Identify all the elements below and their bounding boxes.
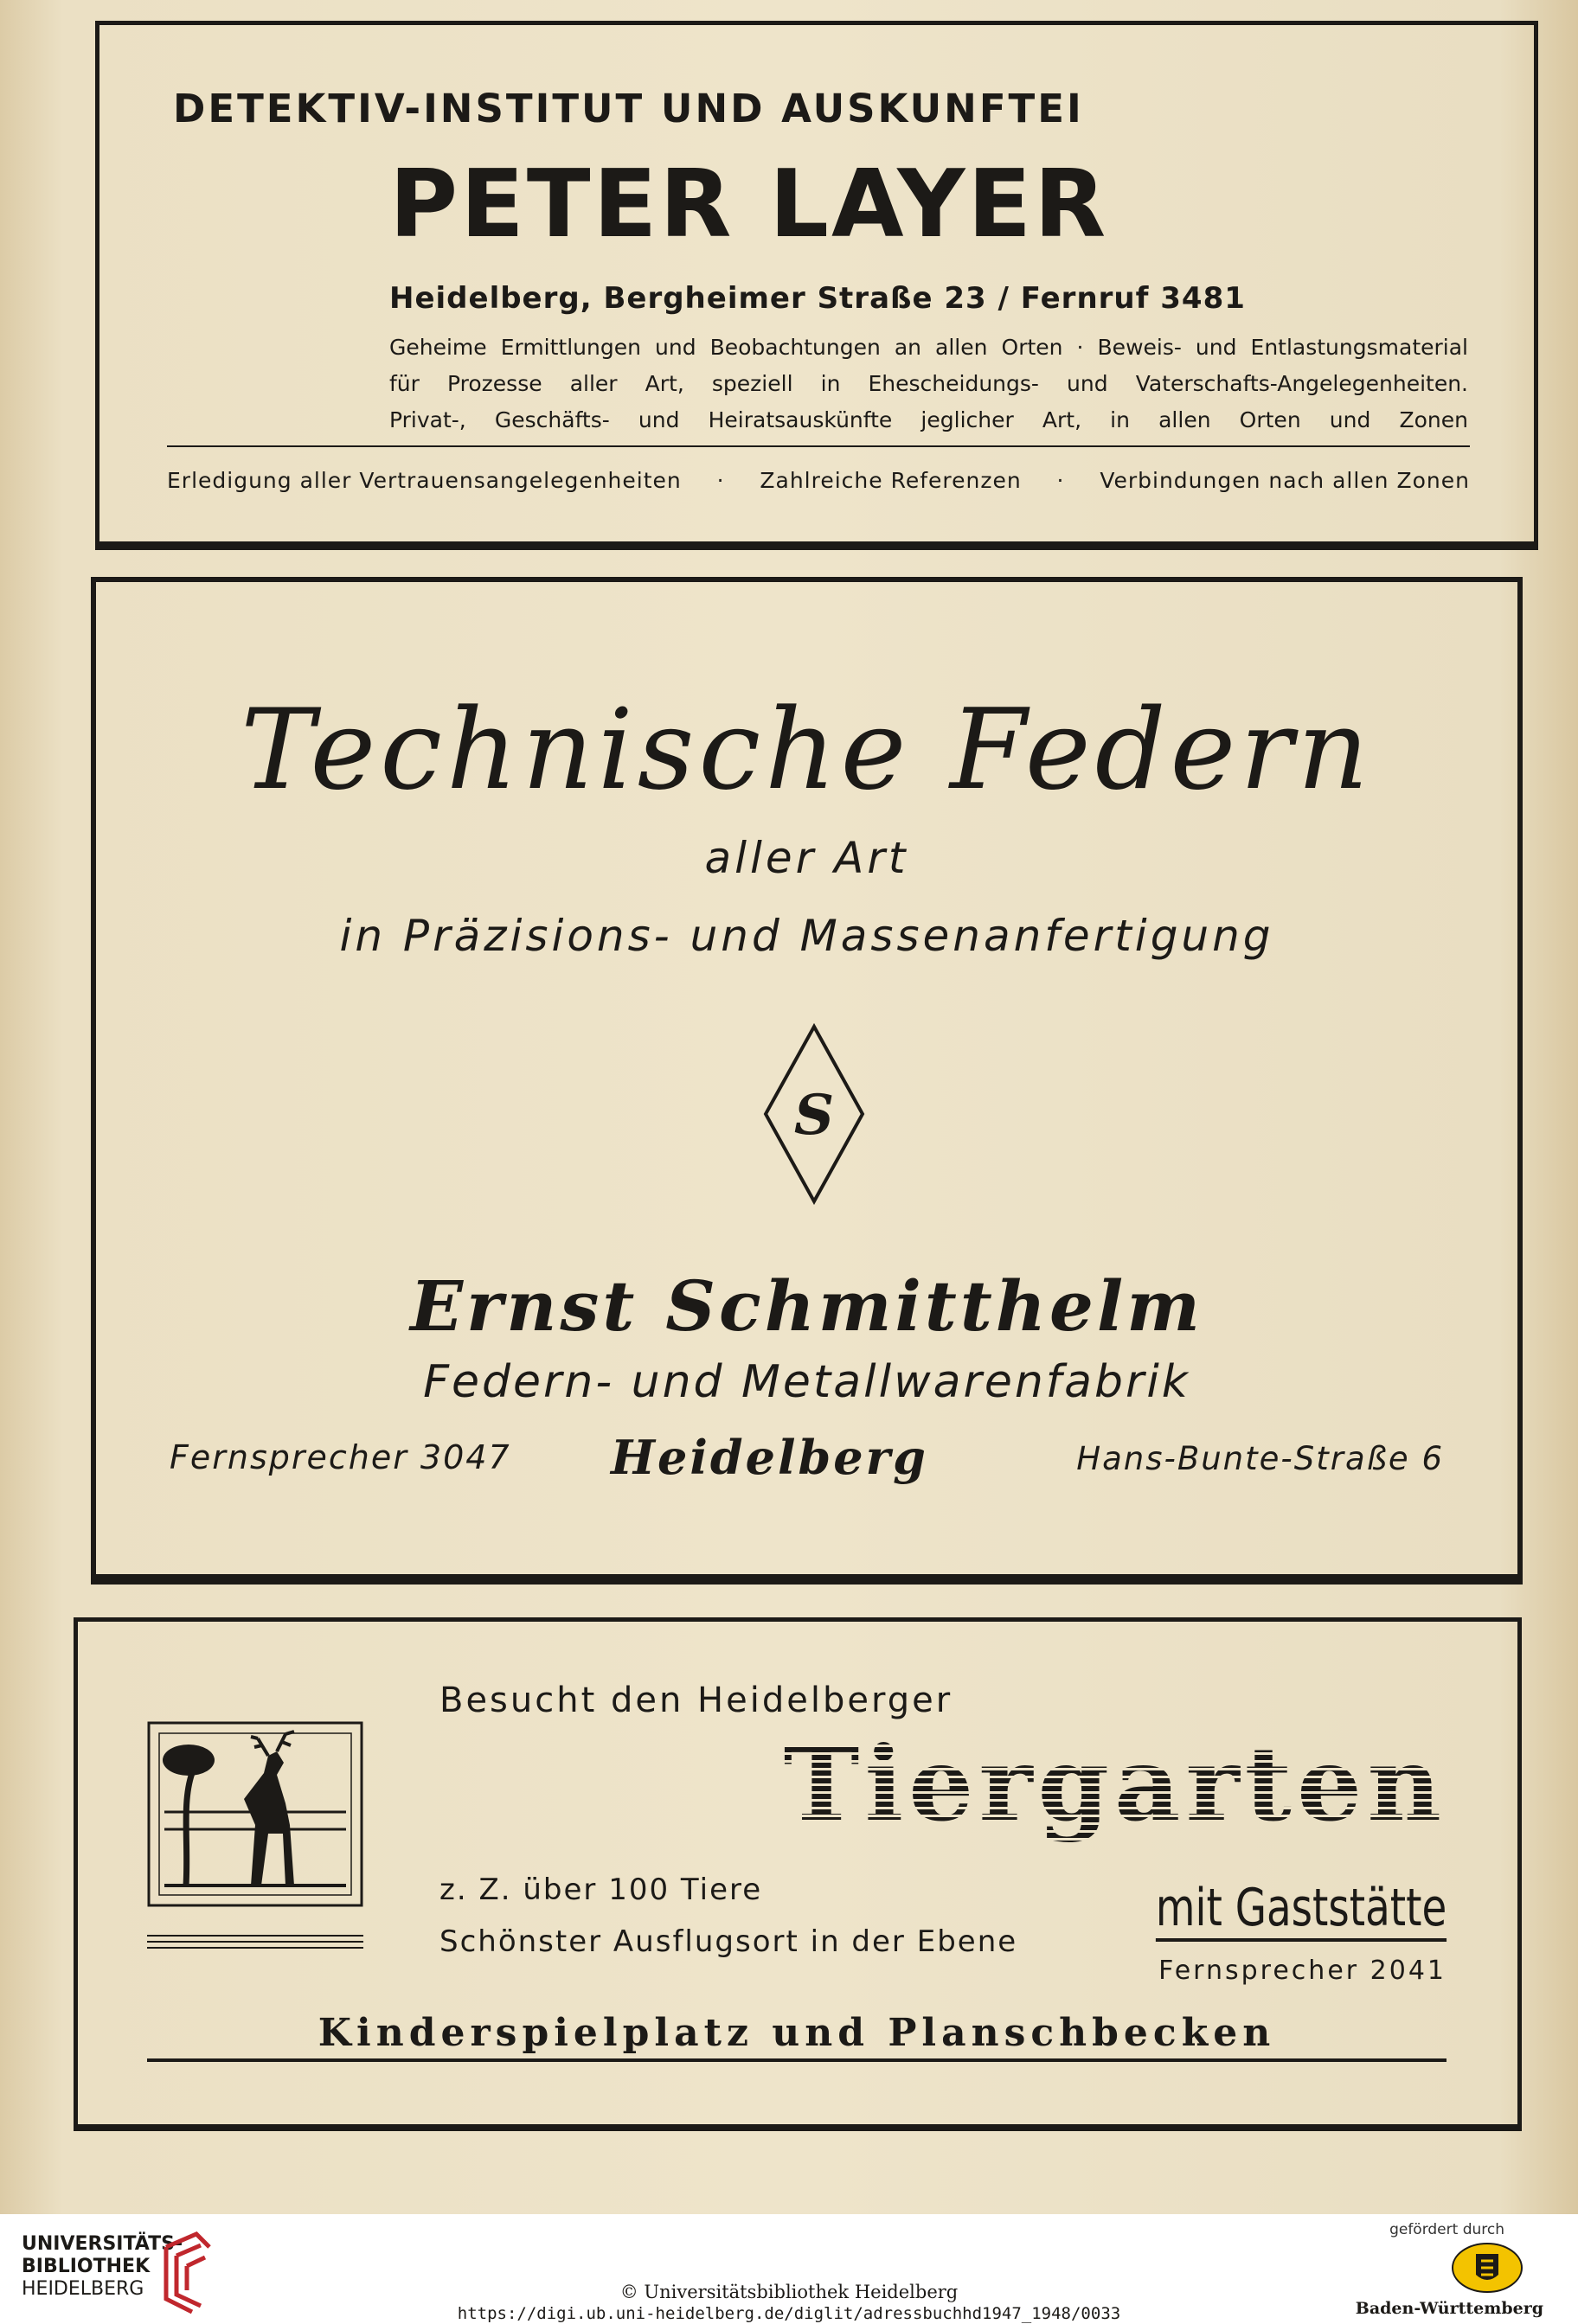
footer-item: Zahlreiche Referenzen [760,468,1022,493]
city-name: Heidelberg [611,1430,928,1485]
footer-item: Verbindungen nach allen Zonen [1100,468,1470,493]
service-line: Privat-, Geschäfts- und Heiratsauskünfte jeglicher Art, in allen Orten und Zonen [389,407,1468,432]
ad-title: Technische Federn [241,686,1373,815]
service-line: für Prozesse aller Art, speziell in Ehescheidungs- und Vaterschafts-Angelegenheiten. [389,371,1468,396]
zoo-slogan: Kinderspielplatz und Planschbecken [147,2011,1446,2062]
service-description [389,330,1468,439]
ad-kicker: DETEKTIV-INSTITUT UND AUSKUNFTEI [173,86,1084,131]
company-name: Ernst Schmitthelm [410,1265,1203,1347]
funder-name: Baden-Württemberg [1355,2299,1543,2318]
springs-factory-ad [91,577,1523,1585]
agency-address: Heidelberg, Bergheimer Straße 23 / Fernruf 3481 [389,281,1246,316]
viewer-footer [0,2214,1578,2324]
library-name-line: UNIVERSITÄTS- [22,2233,183,2255]
library-logo-icon[interactable] [157,2230,218,2316]
zoo-ad [74,1617,1522,2131]
restaurant-label: mit Gaststätte [1156,1878,1446,1942]
street-address: Hans-Bunte-Straße 6 [1076,1440,1444,1477]
company-subtitle: Federn- und Metallwarenfabrik [423,1356,1190,1408]
deer-illustration-icon [147,1721,363,1907]
permalink-url[interactable]: https://digi.ub.uni-heidelberg.de/diglit/adressbuchhd1947_1948/0033 [457,2304,1121,2323]
footer-separator: · [716,468,725,493]
zoo-info: Schönster Ausflugsort in der Ebene [439,1924,1018,1959]
logo-letter: S [793,1083,835,1148]
copyright-notice: © Universitätsbibliothek Heidelberg [619,2282,959,2302]
ornament-lines [147,1933,363,1950]
ad-footer [167,468,1470,493]
ad-tagline: aller Art [704,833,909,883]
footer-item: Erledigung aller Vertrauensangelegenheiten [167,468,682,493]
ad-intro: Besucht den Heidelberger [439,1681,953,1720]
diamond-monogram-logo-icon [762,1023,866,1205]
library-name-line: HEIDELBERG [22,2278,144,2300]
footer-separator: · [1056,468,1065,493]
detective-agency-ad [95,21,1538,550]
zoo-info: z. Z. über 100 Tiere [439,1873,763,1907]
divider [167,445,1470,447]
ad-tagline: in Präzisions- und Massenanfertigung [339,911,1274,961]
funded-by-label: gefördert durch [1389,2221,1504,2238]
library-name-line: BIBLIOTHEK [22,2256,151,2277]
zoo-name: Tiergarten [783,1724,1446,1844]
service-line: Geheime Ermittlungen und Beobachtungen an allen Orten · Beweis- und Entlastungsmaterial [389,335,1468,360]
phone-number: Fernsprecher 3047 [170,1438,511,1476]
agency-name: PETER LAYER [389,150,1109,259]
baden-wuerttemberg-crest-icon[interactable] [1450,2242,1524,2294]
phone-number: Fernsprecher 2041 [1158,1956,1446,1986]
